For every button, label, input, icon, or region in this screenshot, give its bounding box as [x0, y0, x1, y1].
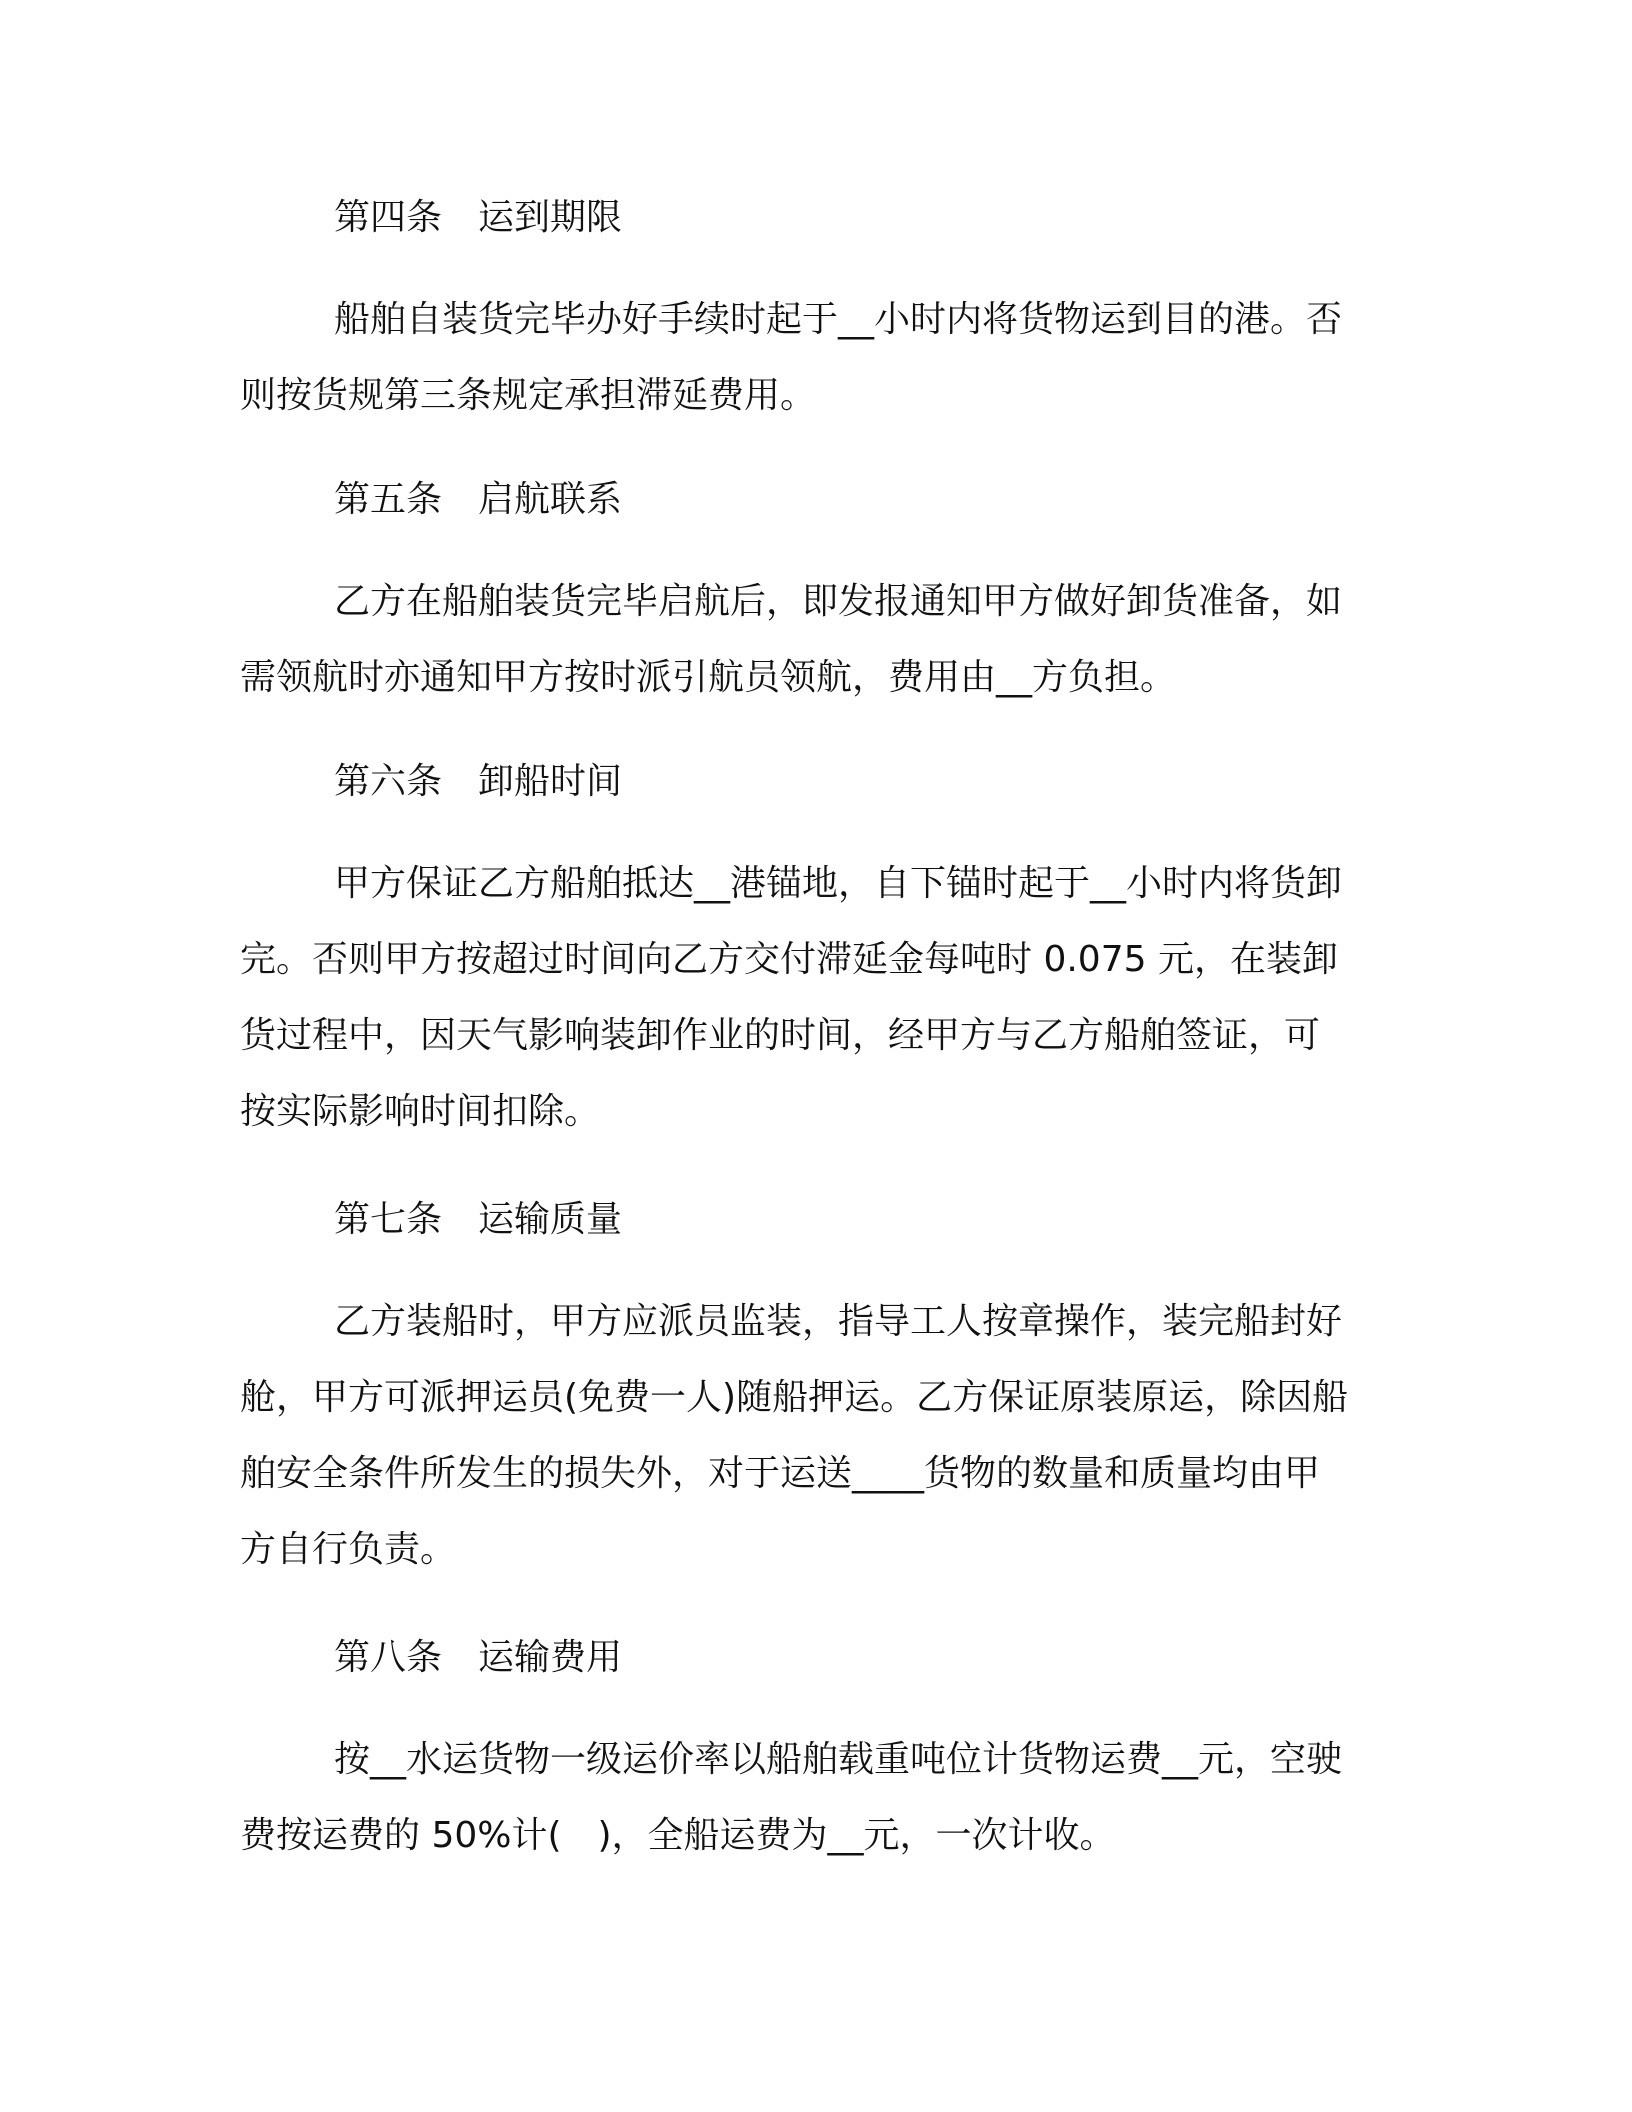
- section-6-line-1: 甲方保证乙方船舶抵达__港锚地，自下锚时起于__小时内将货卸: [334, 863, 1343, 904]
- section-7-line-2: 舱，甲方可派押运员(免费一人)随船押运。乙方保证原装原运，除因船: [240, 1377, 1349, 1418]
- section-8-heading: 第八条 运输费用: [334, 1637, 623, 1678]
- section-7-line-4: 方自行负责。: [240, 1529, 457, 1570]
- section-7-line-3: 舶安全条件所发生的损失外，对于运送____货物的数量和质量均由甲: [240, 1453, 1321, 1494]
- section-4-line-2: 则按货规第三条规定承担滞延费用。: [240, 375, 817, 416]
- section-6-line-4: 按实际影响时间扣除。: [240, 1091, 601, 1132]
- section-6-heading: 第六条 卸船时间: [334, 761, 623, 802]
- section-4-line-1: 船舶自装货完毕办好手续时起于__小时内将货物运到目的港。否: [334, 299, 1343, 340]
- section-5-line-1: 乙方在船舶装货完毕启航后，即发报通知甲方做好卸货准备，如: [334, 581, 1343, 622]
- section-8-line-1: 按__水运货物一级运价率以船舶载重吨位计货物运费__元，空驶: [334, 1739, 1343, 1780]
- section-7-line-1: 乙方装船时，甲方应派员监装，指导工人按章操作，装完船封好: [334, 1301, 1343, 1342]
- section-6-line-2: 完。否则甲方按超过时间向乙方交付滞延金每吨时 0.075 元，在装卸: [240, 939, 1338, 980]
- section-8-line-2: 费按运费的 50%计( )，全船运费为__元，一次计收。: [240, 1815, 1116, 1856]
- section-6-line-3: 货过程中，因天气影响装卸作业的时间，经甲方与乙方船舶签证，可: [240, 1015, 1321, 1056]
- section-4-heading: 第四条 运到期限: [334, 197, 623, 238]
- section-5-heading: 第五条 启航联系: [334, 479, 623, 520]
- section-7-heading: 第七条 运输质量: [334, 1199, 623, 1240]
- section-5-line-2: 需领航时亦通知甲方按时派引航员领航，费用由__方负担。: [240, 657, 1177, 698]
